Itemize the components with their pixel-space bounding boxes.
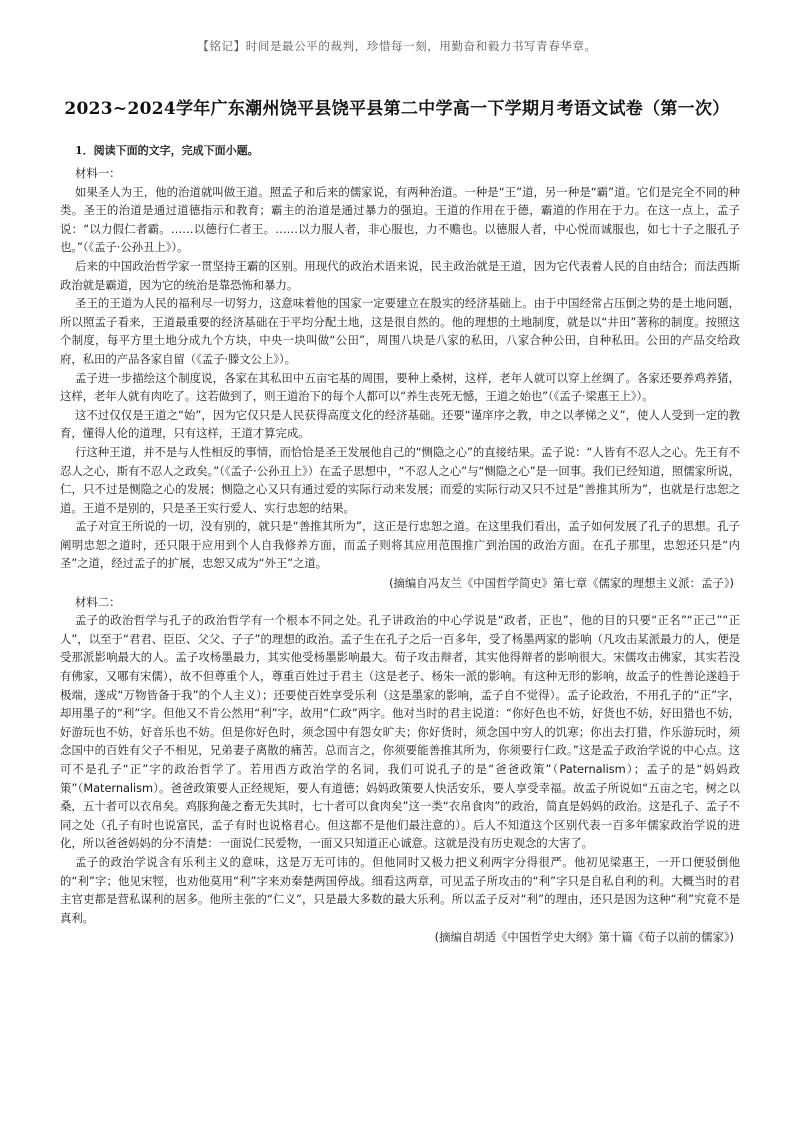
material-1-source: (摘编自冯友兰《中国哲学简史》第七章《儒家的理想主义派：孟子》)	[389, 576, 734, 591]
material-1-paragraph: 如果圣人为王，他的治道就叫做王道。照孟子和后来的儒家说，有两种治道。一种是“王”道，另一种是“霸”道。它们是完全不同的种类。圣王的治道是通过道德指示和教育；霸主的治道是通过暴力的强迫。王道的作用在于德，霸道的作用在于力。在这一点上，孟子说：“以力假仁者霸。……以德行仁者王。……以力服人者，非心服也，力不赡也。以德服人者，中心悦而诚服也，如七十子之服孔子也。”（《孟子·公孙丑上》）。	[60, 184, 740, 255]
material-2-source: (摘编自胡适《中国哲学史大纲》第十篇《荀子以前的儒家》)	[434, 930, 734, 945]
material-1-paragraph: 孟子对宣王所说的一切，没有别的，就只是“善推其所为”，这正是行忠恕之道。在这里我们看出，孟子如何发展了孔子的思想。孔子阐明忠恕之道时，还只限于应用到个人自我修养方面，而孟子则将其应用范围推广到治国的政治方面。在孔子那里，忠恕还只是“内圣”之道，经过孟子的扩展，忠恕又成为“外王”之道。	[60, 519, 740, 571]
header-motto: 【铭记】时间是最公平的裁判，珍惜每一刻，用勤奋和毅力书写青春华章。	[197, 39, 597, 53]
material-2-paragraph: 孟子的政治学说含有乐利主义的意味，这是万无可讳的。但他同时又极力把义利两字分得很严。他初见梁惠王，一开口便驳倒他的“利”字；他见宋牼，也劝他莫用“利”字来劝秦楚两国停战。细看这两章，可见孟子所攻击的“利”字只是自私自利的利。大概当时的君主官吏都是营私谋利的居多。他所主张的“仁义”，只是最大多数的最大乐利。所以孟子反对“利”的理由，还只是因为这种“利”究竟不是真利。	[60, 854, 740, 925]
reading-passage	[60, 142, 740, 947]
material-1-paragraph: 这不过仅仅是王道之“始”，因为它仅只是人民获得高度文化的经济基础。还要“谨庠序之教，申之以孝悌之义”，使人人受到一定的教育，懂得人伦的道理，只有这样，王道才算完成。	[60, 407, 740, 441]
material-1-paragraph: 圣王的王道为人民的福利尽一切努力，这意味着他的国家一定要建立在殷实的经济基础上。由于中国经常占压倒之势的是土地问题，所以照孟子看来，王道最重要的经济基础在于平均分配土地，这是很自然的。他的理想的土地制度，就是以“井田”著称的制度。按照这个制度，每平方里土地分成九个方块，中央一块叫做“公田”，周围八块是八家的私田，八家合种公田，自种私田。公田的产品交给政府，私田的产品各家自留（《孟子·滕文公上》）。	[60, 296, 740, 366]
exam-title: 2023~2024学年广东潮州饶平县饶平县第二中学高一下学期月考语文试卷（第一次）	[64, 99, 730, 119]
material-2-label: 材料二：	[75, 594, 121, 609]
material-1-paragraph: 行这种王道，并不是与人性相反的事情，而恰恰是圣王发展他自己的“恻隐之心”的直接结果。孟子说：“人皆有不忍人之心。先王有不忍人之心，斯有不忍人之政矣。”（《孟子·公孙丑上》）在孟子思想中，“不忍人之心”与“恻隐之心”是一回事。我们已经知道，照儒家所说，仁，只不过是恻隐之心的发展；恻隐之心又只有通过爱的实际行动来发展；而爱的实际行动又只不过是“善推其所为”，也就是行忠恕之道。王道不是别的，只是圣王实行爱人、实行忠恕的结果。	[60, 444, 740, 515]
material-1-label: 材料一：	[75, 166, 121, 180]
material-1-paragraph: 孟子进一步描绘这个制度说，各家在其私田中五亩宅基的周围，要种上桑树，这样，老年人就可以穿上丝绸了。各家还要养鸡养猪，这样，老年人就有肉吃了。这若做到了，则王道治下的每个人都可以“养生丧死无憾，王道之始也”（《孟子·梁惠王上》）。	[60, 370, 740, 404]
question-intro: 1．阅读下面的文字，完成下面小题。	[75, 144, 259, 157]
material-2-paragraph: 孟子的政治哲学与孔子的政治哲学有一个根本不同之处。孔子讲政治的中心学说是“政者，正也”，他的目的只要“正名”“正己”“正人”，以至于“君君、臣臣、父父、子子”的理想的政治。孟子生在孔子之后一百多年，受了杨墨两家的影响（凡攻击某派最力的人，便是受那派影响最大的人。孟子攻杨墨最力，其实他受杨墨影响最大。荀子攻击辩者，其实他得辩者的影响很大。宋儒攻击佛家，其实若没有佛家，又哪有宋儒），故不但尊重个人，尊重百姓过于君主（这是老子、杨朱一派的影响。有这种无形的影响，故孟子的性善论遂趋于极端，遂成“万物皆备于我”的个人主义）；还要使百姓享受乐利（这是墨家的影响，孟子自不觉得）。孟子论政治，不用孔子的“正”字，却用墨子的“利”字。但他又不肯公然用“利”字，故用“仁政”两字。他对当时的君主说道：“你好色也不妨，好货也不妨，好田猎也不妨，好游玩也不妨，好音乐也不妨。但是你好色时，须念国中有怨女旷夫；你好货时，须念国中穷人的饥寒；你出去打猎，作乐游玩时，须念国中的百姓有父子不相见，兄弟妻子离散的痛苦。总而言之，你须要能善推其所为，你须要行仁政。”这是孟子政治学说的中心点。这可不是孔子“正”字的政治哲学了。若用西方政治学的名词，我们可说孔子的是“爸爸政策”（Paternalism）；孟子的是“妈妈政策”（Maternalism）。爸爸政策要人正经规矩，要人有道德；妈妈政策要人快活安乐，要人享受幸福。故孟子所说如“五亩之宅，树之以桑，五十者可以衣帛矣。鸡豚狗彘之畜无失其时，七十者可以食肉矣”这一类“衣帛食肉”的政治，简直是妈妈的政治。这是孔子、孟子不同之处（孔子有时也说富民，孟子有时也说格君心。但这都不是他们最注意的）。后人不知道这个区别代表一百多年儒家政治学说的进化，所以爸爸妈妈的分不清楚：一面说仁民爱物，一面又只知道正心诚意。这就是没有历史观念的大害了。	[60, 613, 740, 851]
material-1-paragraph: 后来的中国政治哲学家一贯坚持王霸的区别。用现代的政治术语来说，民主政治就是王道，因为它代表着人民的自由结合；而法西斯政治就是霸道，因为它的统治是靠恐怖和暴力。	[60, 258, 740, 292]
